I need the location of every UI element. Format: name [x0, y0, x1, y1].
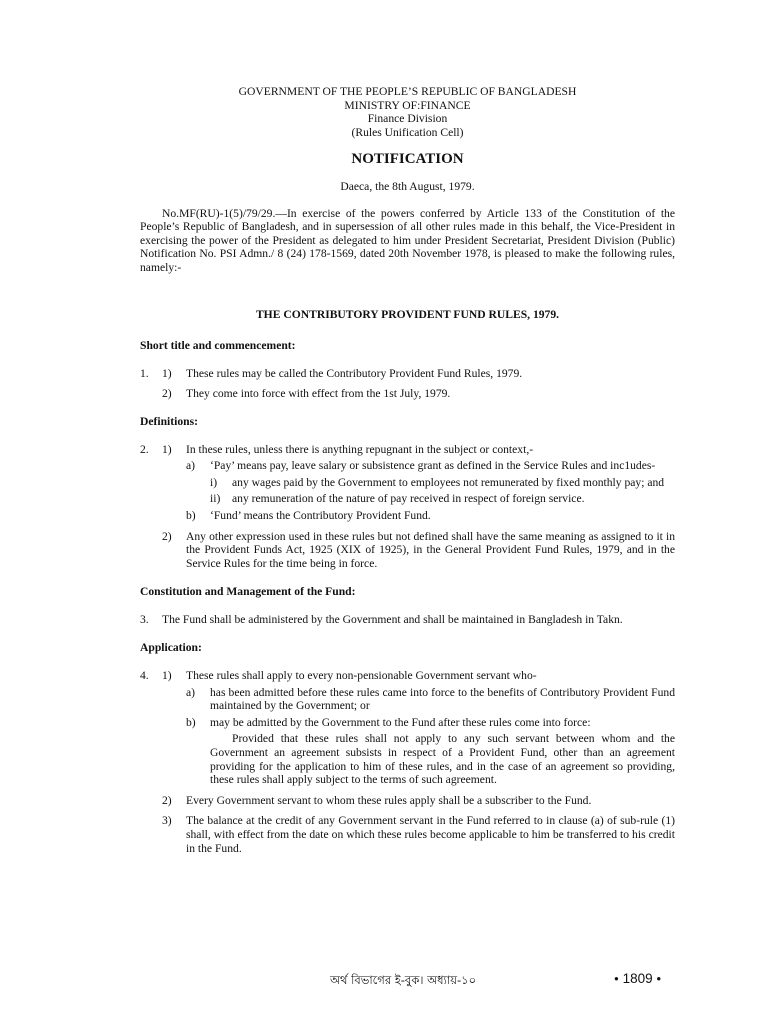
- subrule-number: 2): [162, 529, 172, 543]
- header-ministry: MINISTRY OF:FINANCE: [344, 98, 471, 112]
- clause-letter: b): [186, 508, 196, 522]
- clause-letter: a): [186, 685, 196, 699]
- rule-text: In these rules, unless there is anything repugnant in the subject or context,-: [186, 442, 534, 456]
- proviso-4: [140, 732, 675, 786]
- clause-text: ‘Fund’ means the Contributory Provident Fund.: [210, 508, 431, 522]
- rule-number: 4.: [140, 669, 149, 683]
- item-text: any remuneration of the nature of pay received in respect of foreign service.: [232, 492, 585, 506]
- subrule-number: 2): [162, 793, 172, 807]
- clause-text: ‘Pay’ means pay, leave salary or subsistence grant as defined in the Service Rules and inc1udes-: [210, 459, 656, 473]
- document-page: [140, 85, 675, 855]
- rule-3: [140, 613, 675, 627]
- rules-title: THE CONTRIBUTORY PROVIDENT FUND RULES, 1979.: [255, 307, 560, 321]
- clause-letter: a): [186, 459, 196, 473]
- section-heading-short-title: Short title and commencement:: [140, 339, 296, 353]
- rule-text: The balance at the credit of any Government servant in the Fund referred to in clause (a) of sub-rule (1) shall, with effect from the date on which these rules become applicable to him be transferred to his credit in the Fund.: [186, 814, 675, 855]
- clause-letter: b): [186, 715, 196, 729]
- rule-text: The Fund shall be administered by the Government and shall be maintained in Bangladesh in Takn.: [162, 612, 623, 626]
- subrule-number: 1): [162, 669, 172, 683]
- header-cell: (Rules Unification Cell): [351, 125, 464, 139]
- item-numeral: i): [210, 475, 218, 489]
- section-heading-definitions: Definitions:: [140, 414, 198, 428]
- rule-2-2: [140, 530, 675, 571]
- item-numeral: ii): [210, 492, 221, 506]
- rule-1-2: [140, 387, 675, 401]
- notification-preamble: No.MF(RU)-1(5)/79/29.—In exercise of the powers conferred by Article 133 of the Constitution of the People’s Republic of Bangladesh, and in supersession of all other rules made in this behalf, the Vice-President in exercising the power of the President as delegated to him under President Secretariat, President Division (Public) Notification No. PSI Admn./ 8 (24) 178-1569, dated 20th November 1978, is pleased to make the following rules, namely:-: [140, 206, 675, 274]
- rule-number: 3.: [140, 612, 149, 626]
- subrule-number: 1): [162, 366, 172, 380]
- proviso-text: Provided that these rules shall not apply to any such servant between whom and the Government an agreement subsists in respect of a Provident Fund, other than an agreement providing for the application to him of these rules, and in the case of an agreement so providing, these rules shall apply subject to the terms of such agreement.: [210, 732, 675, 787]
- rule-number: 1.: [140, 366, 149, 380]
- rule-2-1: [140, 443, 675, 457]
- footer-page-number: [614, 972, 661, 986]
- clause-text: may be admitted by the Government to the Fund after these rules come into force:: [210, 715, 591, 729]
- item-2-a-i: [140, 476, 675, 490]
- footer-ebook-label: অর্থ বিভাগের ই-বুক। অধ্যায়-১০: [330, 973, 477, 987]
- rule-text: Every Government servant to whom these rules apply shall be a subscriber to the Fund.: [186, 793, 592, 807]
- subrule-number: 3): [162, 814, 172, 828]
- notification-date: Daeca, the 8th August, 1979.: [340, 180, 475, 193]
- rule-text: These rules shall apply to every non-pensionable Government servant who-: [186, 669, 537, 683]
- section-heading-constitution: Constitution and Management of the Fund:: [140, 585, 356, 599]
- clause-4-b: [140, 716, 675, 730]
- clause-text: has been admitted before these rules came into force to the benefits of Contributory Provident Fund maintained by the Government; or: [210, 685, 675, 713]
- header-division: Finance Division: [367, 112, 448, 125]
- clause-4-a: [140, 686, 675, 713]
- clause-2-a: [140, 459, 675, 473]
- rule-4-3: [140, 814, 675, 855]
- rule-text: Any other expression used in these rules but not defined shall have the same meaning as assigned to it in the Provident Funds Act, 1925 (XIX of 1925), in the General Provident Fund Rules, 1979, and in the Service Rules for the time being in force.: [186, 529, 675, 570]
- subrule-number: 2): [162, 387, 172, 401]
- clause-2-b: [140, 509, 675, 523]
- item-2-a-ii: [140, 492, 675, 506]
- bullet-icon: ●: [656, 974, 662, 983]
- header-government: GOVERNMENT OF THE PEOPLE’S REPUBLIC OF BANGLADESH: [238, 85, 577, 98]
- notification-title: NOTIFICATION: [351, 151, 464, 167]
- rule-text: They come into force with effect from the 1st July, 1979.: [186, 387, 451, 401]
- subrule-number: 1): [162, 442, 172, 456]
- page-number: 1809: [622, 971, 653, 986]
- rule-number: 2.: [140, 442, 149, 456]
- rule-4-2: [140, 794, 675, 808]
- rule-text: These rules may be called the Contributory Provident Fund Rules, 1979.: [186, 366, 523, 380]
- bullet-icon: ●: [614, 974, 619, 983]
- rule-4-1: [140, 669, 675, 683]
- section-heading-application: Application:: [140, 641, 202, 655]
- item-text: any wages paid by the Government to employees not remunerated by fixed monthly pay; and: [232, 475, 665, 489]
- rule-1-1: [140, 367, 675, 381]
